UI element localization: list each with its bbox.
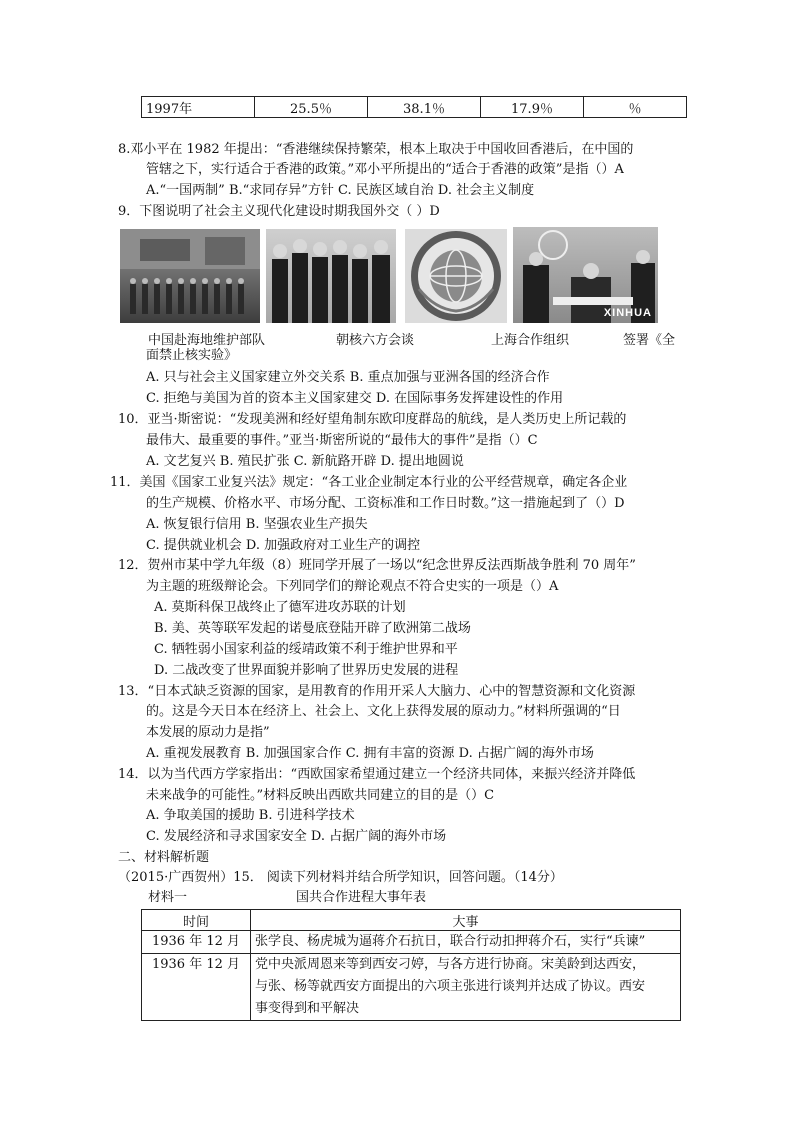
table-cell-year: 1997年 [142, 97, 255, 118]
q13-line3: 本发展的原动力是指” [146, 725, 270, 740]
table-cell: 25.5％ [255, 97, 368, 118]
q12-option-a: A. 莫斯科保卫战终止了德军进攻苏联的计划 [154, 600, 406, 615]
q10-line2: 最伟大、最重要的事件。”亚当·斯密所说的“最伟大的事件”是指（）C [146, 433, 538, 448]
q10-line1: 10．亚当·斯密说：“发现美洲和经好望角制东欧印度群岛的航线，是人类历史上所记载的 [118, 412, 627, 427]
q8-options: A.“一国两制” B.“求同存异”方针 C. 民族区域自治 D. 社会主义制度 [146, 183, 535, 198]
q11-options-line1: A. 恢复银行信用 B. 坚强农业生产损失 [146, 517, 368, 532]
haiti-peacekeepers-photo [120, 229, 260, 323]
globe-emblem-icon [405, 229, 507, 323]
q11-line2: 的生产规模、价格水平、市场分配、工资标准和工作日时数。”这一措施起到了（）D [146, 496, 625, 511]
q9-options-line2: C. 拒绝与美国为首的资本主义国家建交 D. 在国际事务发挥建设性的作用 [146, 391, 564, 406]
q12-line2: 为主题的班级辩论会。下列同学们的辩论观点不符合史实的一项是（）A [146, 579, 559, 594]
q8-line1: 8.邓小平在 1982 年提出：“香港继续保持繁荣，根本上取决于中国收回香港后，在中国的 [118, 142, 634, 157]
q12-option-b: B. 美、英等联军发起的诺曼底登陆开辟了欧洲第二战场 [154, 621, 471, 636]
event-line: 张学良、杨虎城为逼蒋介石抗日，联合行动扣押蒋介石，实行“兵谏” [255, 934, 646, 949]
q8-line2: 管辖之下，实行适合于香港的政策。”邓小平所提出的“适合于香港的政策”是指（）A [146, 162, 624, 177]
q14-line1: 14．以为当代西方学家指出：“西欧国家希望通过建立一个经济共同体，来振兴经济并降低 [118, 767, 636, 782]
q13-line2: 的。这是今天日本在经济上、社会上、文化上获得发展的原动力。”材料所强调的“日 [146, 704, 621, 719]
event-time: 1936 年 12 月 [142, 931, 251, 954]
caption-six-party: 朝核六方会谈 [336, 333, 415, 348]
event-line: 党中央派周恩来等到西安刁婷，与各方进行协商。宋美龄到达西安， [255, 957, 646, 972]
event-time: 1936 年 12 月 [142, 954, 251, 1021]
caption-signing: 签署《全 [623, 333, 676, 348]
q12-line1: 12．贺州市某中学九年级（8）班同学开展了一场以“纪念世界反法西斯战争胜利 70 周年” [118, 558, 636, 573]
table-row [142, 954, 681, 1021]
column-header-time: 时间 [142, 910, 251, 931]
table-title: 国共合作进程大事年表 [296, 890, 427, 905]
event-line: 事变得到和平解决 [255, 1001, 360, 1016]
table-row [142, 97, 687, 118]
q13-options: A. 重视发展教育 B. 加强国家合作 C. 拥有丰富的资源 D. 占据广阔的海外市场 [146, 746, 594, 761]
event-text [251, 931, 681, 954]
q10-options: A. 文艺复兴 B. 殖民扩张 C. 新航路开辟 D. 提出地圆说 [146, 454, 464, 469]
diplomats-illustration [266, 229, 396, 323]
table-row [142, 931, 681, 954]
column-header-event: 大事 [251, 910, 681, 931]
q12-option-d: D. 二战改变了世界面貌并影响了世界历史发展的进程 [154, 663, 459, 678]
soldiers-illustration [120, 229, 260, 323]
q14-options-line2: C. 发展经济和寻求国家安全 D. 占据广阔的海外市场 [146, 829, 447, 844]
q11-line1: 11．美国《国家工业复兴法》规定：“各工业企业制定本行业的公平经营规章，确定各企业 [110, 475, 628, 490]
table-cell: 17.9％ [481, 97, 584, 118]
q13-line1: 13．“日本式缺乏资源的国家，是用教育的作用开采人大脑力、心中的智慧资源和文化资源 [118, 684, 636, 699]
section-heading: 二、材料解析题 [118, 850, 210, 865]
caption-haiti: 中国赴海地维护部队 [148, 333, 266, 348]
treaty-signing-photo [513, 227, 658, 323]
sco-emblem [405, 229, 507, 323]
caption-tail: 面禁止核实验》 [146, 348, 238, 363]
table-cell: 38.1％ [368, 97, 481, 118]
six-party-talks-photo [266, 229, 396, 323]
table-header-row [142, 910, 681, 931]
q14-options-line1: A. 争取美国的援助 B. 引进科学技术 [146, 808, 355, 823]
table-cell: ％ [584, 97, 687, 118]
q9-options-line1: A. 只与社会主义国家建立外交关系 B. 重点加强与亚洲各国的经济合作 [146, 370, 550, 385]
event-line: 与张、杨等就西安方面提出的六项主张进行谈判并达成了协议。西安 [255, 979, 646, 994]
photo-watermark: XINHUA [603, 307, 652, 319]
q12-option-c: C. 牺牲弱小国家利益的绥靖政策不利于维护世界和平 [154, 642, 458, 657]
material-label: 材料一 [148, 890, 188, 905]
top-table [141, 96, 687, 118]
event-table [141, 909, 681, 1021]
event-text [251, 954, 681, 1021]
caption-sco: 上海合作组织 [491, 333, 570, 348]
q9-stem: 9．下图说明了社会主义现代化建设时期我国外交（ ）D [118, 204, 440, 219]
q15-stem: （2015·广西贺州）15． 阅读下列材料并结合所学知识，回答问题。（14分） [118, 870, 563, 885]
q14-line2: 未来战争的可能性。”材料反映出西欧共同建立的目的是（）C [146, 788, 495, 803]
q11-options-line2: C. 提供就业机会 D. 加强政府对工业生产的调控 [146, 538, 421, 553]
